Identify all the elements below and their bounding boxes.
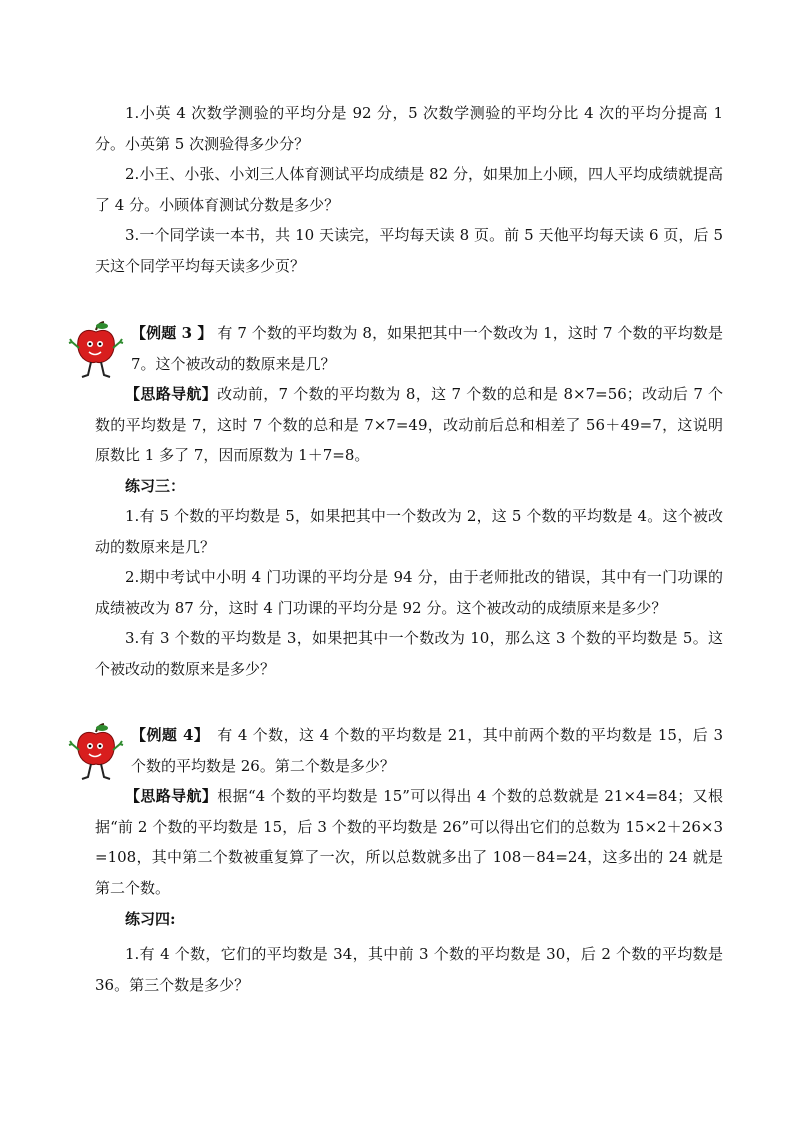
practice3-item-3: 3.有 3 个数的平均数是 3，如果把其中一个数改为 10，那么这 3 个数的平均数是 5。这个被改动的数原来是多少？: [95, 629, 723, 678]
apple-mascot-icon: [68, 722, 124, 784]
example4-hint-tag: 【思路导航】: [125, 787, 218, 805]
example4-tag: 【例题 4】: [131, 726, 202, 744]
practice2-item-3: 3.一个同学读一本书，共 10 天读完，平均每天读 8 页。前 5 天他平均每天读 6 页，后 5 天这个同学平均每天读多少页？: [95, 226, 723, 275]
apple-mascot-icon: [68, 320, 124, 382]
example4-question: [131, 720, 723, 781]
example4-text: 有 4 个数，这 4 个数的平均数是 21，其中前两个数的平均数是 15，后 3 个数的平均数是 26。第二个数是多少？: [131, 726, 723, 775]
example3-hint-tag: 【思路导航】: [125, 385, 218, 403]
practice4-item-1: 1.有 4 个数，它们的平均数是 34，其中前 3 个数的平均数是 30，后 2 个数的平均数是 36。第三个数是多少？: [95, 945, 723, 994]
example3-tag: 【例题 3 】: [131, 324, 213, 342]
practice3-item-1: 1.有 5 个数的平均数是 5，如果把其中一个数改为 2，这 5 个数的平均数是 4。这个被改动的数原来是几？: [95, 507, 723, 556]
practice3-title: 练习三：: [125, 477, 186, 495]
practice3-item-2: 2.期中考试中小明 4 门功课的平均分是 94 分，由于老师批改的错误，其中有一门功课的成绩被改为 87 分，这时 4 门功课的平均分是 92 分。这个被改动的成绩原来是多少？: [95, 568, 723, 617]
practice4-title: 练习四:: [125, 910, 176, 928]
example3-question: [131, 318, 723, 379]
example3-hint: [95, 379, 723, 471]
practice2-item-1: 1.小英 4 次数学测验的平均分是 92 分，5 次数学测验的平均分比 4 次的平均分提高 1 分。小英第 5 次测验得多少分？: [95, 104, 723, 153]
example4-hint: [95, 781, 723, 903]
example3-text: 有 7 个数的平均数为 8，如果把其中一个数改为 1，这时 7 个数的平均数是 7。这个被改动的数原来是几？: [131, 324, 723, 373]
example4-hint-text: 根据“4 个数的平均数是 15”可以得出 4 个数的总数就是 21×4=84；又根据“前 2 个数的平均数是 15，后 3 个数的平均数是 26”可以得出它们的总数为 15×2＋26×3=108，其中第二个数被重复算了一次，所以总数就多出了 108－84=24，这多出的 24 就是第二个数。: [95, 787, 723, 897]
practice2-item-2: 2.小王、小张、小刘三人体育测试平均成绩是 82 分，如果加上小顾，四人平均成绩就提高了 4 分。小顾体育测试分数是多少？: [95, 165, 723, 214]
example3-hint-text: 改动前，7 个数的平均数为 8，这 7 个数的总和是 8×7=56；改动后 7 个数的平均数是 7，这时 7 个数的总和是 7×7=49，改动前后总和相差了 56＋49=7，这说明原数比 1 多了 7，因而原数为 1＋7=8。: [95, 385, 723, 464]
